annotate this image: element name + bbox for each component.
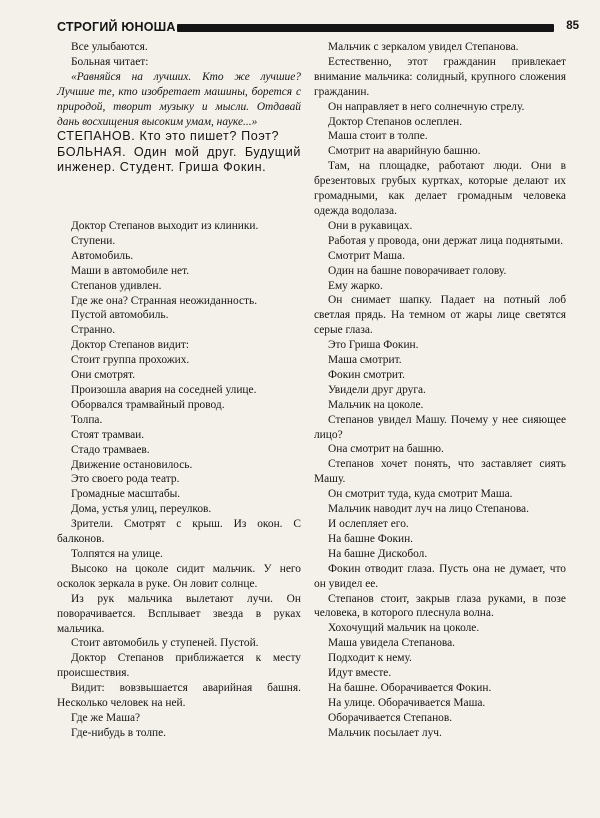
paragraph: Идут вместе. — [328, 667, 392, 680]
dialogue-line: СТЕПАНОВ. Кто это пишет? Поэт? — [57, 129, 280, 144]
page-number: 85 — [566, 20, 579, 32]
paragraph: Степанов стоит, закрыв глаза руками, в позе человека, в которого плеснула волна. — [314, 592, 566, 620]
paragraph: Один на башне поворачивает голову. — [328, 264, 507, 277]
paragraph: Доктор Степанов видит: — [71, 339, 190, 352]
paragraph: Это Гриша Фокин. — [328, 339, 419, 352]
paragraph: Произошла авария на соседней улице. — [71, 384, 257, 397]
paragraph: Стадо трамваев. — [71, 443, 150, 456]
paragraph: На башне. Оборачивается Фокин. — [328, 681, 492, 694]
paragraph: Из рук мальчика вылетают лучи. Он поворачивается. Всплывает звезда в руках мальчика. — [57, 592, 301, 635]
paragraph: Степанов увидел Машу. Почему у нее сияющее лицо? — [314, 413, 566, 441]
paragraph: Стоит автомобиль у ступеней. Пустой. — [71, 637, 259, 650]
paragraph: Стоят трамваи. — [71, 428, 145, 441]
quoted-poem: «Равняйся на лучших. Кто же лучшие? Лучшие те, кто изобретает машины, борется с природой, творит музыку и мысли. Отдавай дань восхищения высоким умам, науке...» — [57, 70, 301, 128]
paragraph: Он снимает шапку. Падает на потный лоб светлая прядь. На темном от жары лице светятся серые глаза. — [314, 294, 566, 337]
paragraph: Маша смотрит. — [328, 354, 402, 367]
paragraph: Где же она? Странная неожиданность. — [71, 294, 258, 307]
paragraph: Работая у провода, они держат лица поднятыми. — [328, 234, 564, 247]
paragraph: Увидели друг друга. — [328, 383, 426, 396]
paragraph: Стоит группа прохожих. — [71, 354, 190, 367]
section-break — [57, 175, 301, 219]
paragraph: Зрители. Смотрят с крыш. Из окон. С балконов. — [57, 518, 301, 546]
paragraph: Там, на площадке, работают люди. Они в брезентовых грубых куртках, которые делают их громадными, как делает громадным человека одежда водолаза. — [314, 160, 566, 217]
paragraph: Мальчик на цоколе. — [328, 398, 424, 411]
paragraph: Фокин отводит глаза. Пусть она не думает, что он увидел ее. — [314, 562, 566, 590]
paragraph: Степанов хочет понять, что заставляет сиять Машу. — [314, 458, 566, 486]
paragraph: Ступени. — [71, 234, 116, 247]
header-rule — [177, 24, 554, 32]
paragraph: Громадные масштабы. — [71, 488, 181, 501]
left-column — [57, 40, 301, 741]
paragraph: Доктор Степанов выходит из клиники. — [71, 220, 259, 233]
paragraph: Степанов удивлен. — [71, 279, 162, 292]
paragraph: Она смотрит на башню. — [328, 443, 444, 456]
paragraph: Высоко на цоколе сидит мальчик. У него осколок зеркала в руке. Он ловит солнце. — [57, 562, 301, 590]
running-header — [57, 18, 579, 38]
paragraph: Автомобиль. — [71, 249, 134, 262]
paragraph: На башне Дискобол. — [328, 547, 428, 560]
paragraph: Все улыбаются. — [71, 41, 148, 53]
paragraph: Он смотрит туда, куда смотрит Маша. — [328, 488, 513, 501]
paragraph: Маша стоит в толпе. — [328, 130, 428, 143]
paragraph: Он направляет в него солнечную стрелу. — [328, 100, 525, 113]
paragraph: Мальчик посылает луч. — [328, 726, 442, 739]
paragraph: Оборачивается Степанов. — [328, 711, 453, 724]
paragraph: Они в рукавицах. — [328, 219, 413, 232]
paragraph: Толпа. — [71, 413, 103, 426]
paragraph: Ему жарко. — [328, 279, 383, 292]
paragraph: Смотрит Маша. — [328, 249, 405, 262]
paragraph: Доктор Степанов приближается к месту происшествия. — [57, 652, 301, 680]
paragraph: Толпятся на улице. — [71, 547, 163, 560]
paragraph: На улице. Оборачивается Маша. — [328, 696, 486, 709]
paragraph: Мальчик наводит луч на лицо Степанова. — [328, 503, 529, 516]
paragraph: Оборвался трамвайный провод. — [71, 398, 225, 411]
right-column — [314, 40, 566, 741]
paragraph: Смотрит на аварийную башню. — [328, 145, 481, 158]
dialogue-line: БОЛЬНАЯ. Один мой друг. Будущий инженер. Студент. Гриша Фокин. — [57, 144, 301, 174]
paragraph: Больная читает: — [71, 55, 149, 68]
paragraph: Естественно, этот гражданин привлекает внимание мальчика: солидный, крупного сложения гражданин. — [314, 55, 566, 98]
paragraph: Они смотрят. — [71, 369, 136, 382]
paragraph: Доктор Степанов ослеплен. — [328, 115, 463, 128]
paragraph: Фокин смотрит. — [328, 368, 405, 381]
paragraph: Видит: вовзвышается аварийная башня. Несколько человек на ней. — [57, 682, 301, 710]
paragraph: Маша увидела Степанова. — [328, 637, 456, 650]
paragraph: Странно. — [71, 324, 116, 337]
paragraph: Маши в автомобиле нет. — [71, 264, 190, 277]
paragraph: Где же Маша? — [71, 711, 141, 724]
paragraph: Дома, устья улиц, переулков. — [71, 503, 212, 516]
paragraph: Хохочущий мальчик на цоколе. — [328, 622, 480, 635]
paragraph: Это своего рода театр. — [71, 473, 180, 486]
paragraph: Пустой автомобиль. — [71, 309, 169, 322]
paragraph: На башне Фокин. — [328, 532, 414, 545]
paragraph: Мальчик с зеркалом увидел Степанова. — [328, 41, 519, 53]
paragraph: Движение остановилось. — [71, 458, 193, 471]
section-title: СТРОГИЙ ЮНОША — [57, 20, 176, 34]
paragraph: Подходит к нему. — [328, 652, 412, 665]
paragraph: И ослепляет его. — [328, 518, 409, 530]
paragraph: Где-нибудь в толпе. — [71, 726, 167, 739]
